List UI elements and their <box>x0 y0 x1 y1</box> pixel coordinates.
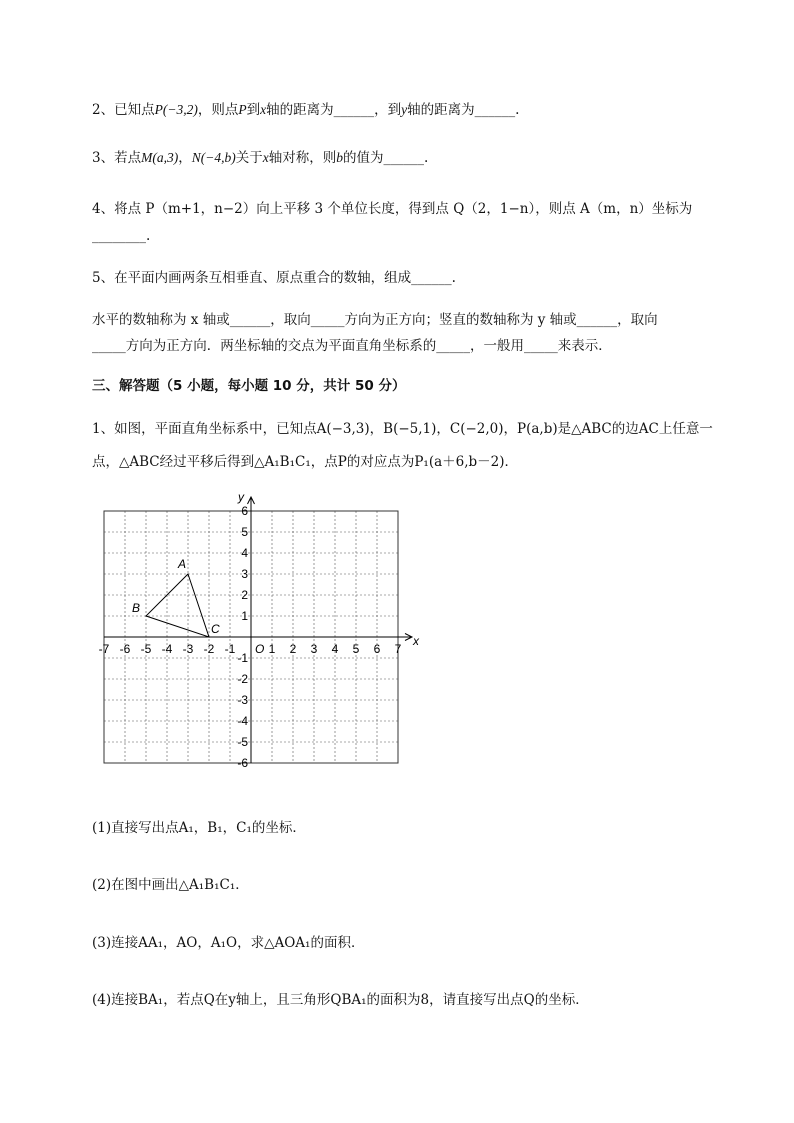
question-2: 2、已知点P(−3,2)，则点P到x轴的距离为______，到y轴的距离为______. <box>92 102 520 118</box>
problem-1-line-2: 点，△ABC经过平移后得到△A₁B₁C₁，点P的对应点为P₁(a＋6,b－2)． <box>92 454 519 470</box>
section-3-heading: 三、解答题（5 小题，每小题 10 分，共计 50 分） <box>92 378 406 394</box>
question-5-line-1: 5、在平面内画两条互相垂直、原点重合的数轴，组成______. <box>92 270 456 286</box>
x-tick-label: 5 <box>352 642 360 656</box>
y-tick-label: 5 <box>241 525 248 539</box>
y-axis-label: y <box>238 490 244 504</box>
vertex-label-c: C <box>211 622 220 636</box>
triangle-abc <box>132 557 220 637</box>
sub-question-4: (4)连接BA₁，若点Q在y轴上，且三角形QBA₁的面积为8，请直接写出点Q的坐标． <box>92 992 589 1008</box>
y-tick-label: 2 <box>241 588 248 602</box>
question-4-line-1: 4、将点 P（m+1，n−2）向上平移 3 个单位长度，得到点 Q（2，1−n），则点 A（m，n）坐标为 <box>92 201 693 217</box>
vertex-label-b: B <box>132 601 141 615</box>
x-tick-label: 6 <box>373 642 381 656</box>
y-tick-label: -5 <box>237 735 248 749</box>
x-tick-label: 4 <box>331 642 339 656</box>
origin-label: O <box>255 642 265 656</box>
coordinate-grid-figure <box>92 490 419 790</box>
question-5-line-3: _____方向为正方向．两坐标轴的交点为平面直角坐标系的_____，一般用_____来表示． <box>92 338 612 354</box>
sub-question-2: (2)在图中画出△A₁B₁C₁． <box>92 877 249 893</box>
problem-1-line-1: 1、如图，平面直角坐标系中，已知点A(−3,3)，B(−5,1)，C(−2,0)，P(a,b)是△ABC的边AC上任意一 <box>92 421 713 437</box>
vertex-label-a: A <box>178 557 187 571</box>
x-tick-label: 2 <box>289 642 297 656</box>
question-5-line-2: 水平的数轴称为 x 轴或______，取向_____方向为正方向；竖直的数轴称为 y 轴或______，取向 <box>92 312 658 328</box>
y-tick-label: 6 <box>241 504 248 518</box>
y-tick-label: 3 <box>241 567 248 581</box>
question-3: 3、若点M(a,3)，N(−4,b)关于x轴对称，则b的值为______. <box>92 150 429 166</box>
x-axis-label: x <box>413 634 419 648</box>
x-tick-label: -4 <box>161 642 173 656</box>
x-tick-label: -3 <box>182 642 194 656</box>
x-tick-label: 1 <box>268 642 276 656</box>
sub-question-1: (1)直接写出点A₁，B₁，C₁的坐标． <box>92 820 306 836</box>
y-tick-label: 4 <box>241 546 248 560</box>
x-tick-label: -5 <box>140 642 152 656</box>
question-4-line-2: ________. <box>92 228 151 244</box>
sub-question-3: (3)连接AA₁，AO，A₁O，求△AOA₁的面积． <box>92 935 365 951</box>
y-tick-label: -6 <box>237 756 248 770</box>
x-tick-label: -6 <box>119 642 131 656</box>
y-tick-label: -3 <box>237 693 248 707</box>
x-tick-label: 3 <box>310 642 318 656</box>
x-tick-label: -1 <box>224 642 236 656</box>
axes <box>104 490 420 763</box>
y-tick-label: -4 <box>237 714 248 728</box>
y-tick-label: -1 <box>237 651 248 665</box>
y-tick-label: 1 <box>241 609 248 623</box>
triangle-abc-outline <box>146 574 209 637</box>
x-tick-label: 7 <box>394 642 402 656</box>
x-tick-label: -7 <box>98 642 110 656</box>
x-tick-label: -2 <box>203 642 215 656</box>
y-tick-label: -2 <box>237 672 248 686</box>
